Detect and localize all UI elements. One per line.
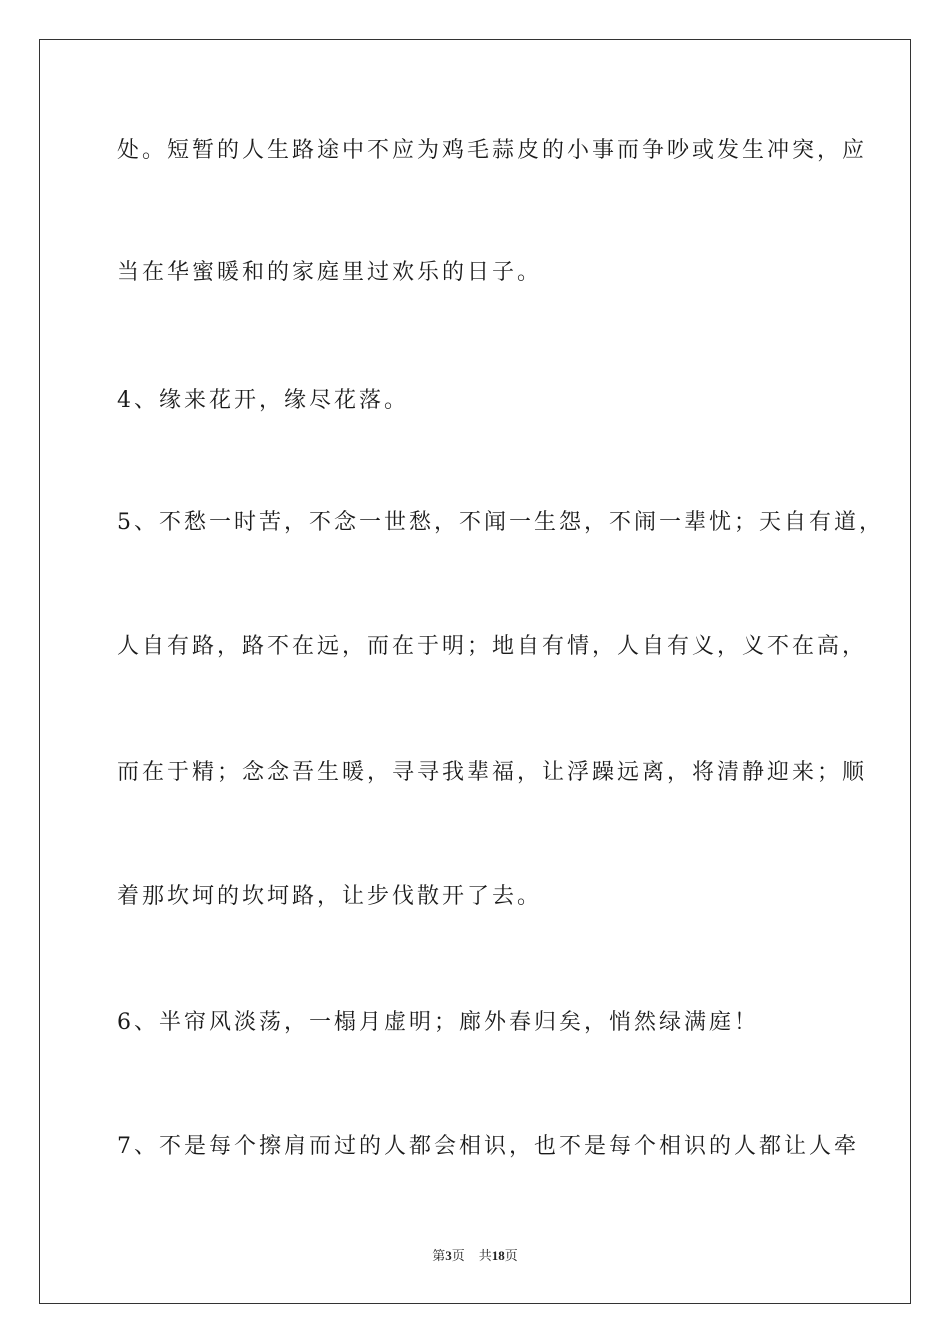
body-line-9: 7、不是每个擦肩而过的人都会相识，也不是每个相识的人都让人牵 — [117, 1134, 859, 1159]
body-line-2: 当在华蜜暖和的家庭里过欢乐的日子。 — [117, 260, 543, 285]
body-line-1: 处。短暂的人生路途中不应为鸡毛蒜皮的小事而争吵或发生冲突，应 — [117, 138, 868, 163]
current-page-number: 3 — [445, 1248, 452, 1263]
total-prefix: 共 — [478, 1248, 492, 1263]
page-footer — [0, 1247, 950, 1265]
total-page-count: 18 — [491, 1248, 505, 1263]
page-prefix: 第 — [432, 1248, 446, 1263]
body-line-4: 5、不愁一时苦，不念一世愁，不闻一生怨，不闹一辈忧；天自有道， — [117, 510, 884, 535]
body-line-6: 而在于精；念念吾生暖，寻寻我辈福，让浮躁远离，将清静迎来；顺 — [117, 760, 868, 785]
total-suffix: 页 — [504, 1248, 518, 1263]
body-line-8: 6、半帘风淡荡，一榻月虚明；廊外春归矣，悄然绿满庭！ — [117, 1010, 759, 1035]
page-suffix: 页 — [451, 1248, 465, 1263]
body-line-3: 4、缘来花开，缘尽花落。 — [117, 388, 409, 413]
body-line-5: 人自有路，路不在远，而在于明；地自有情，人自有义，义不在高， — [117, 634, 868, 659]
body-line-7: 着那坎坷的坎坷路，让步伐散开了去。 — [117, 884, 543, 909]
page-border — [39, 39, 911, 1304]
